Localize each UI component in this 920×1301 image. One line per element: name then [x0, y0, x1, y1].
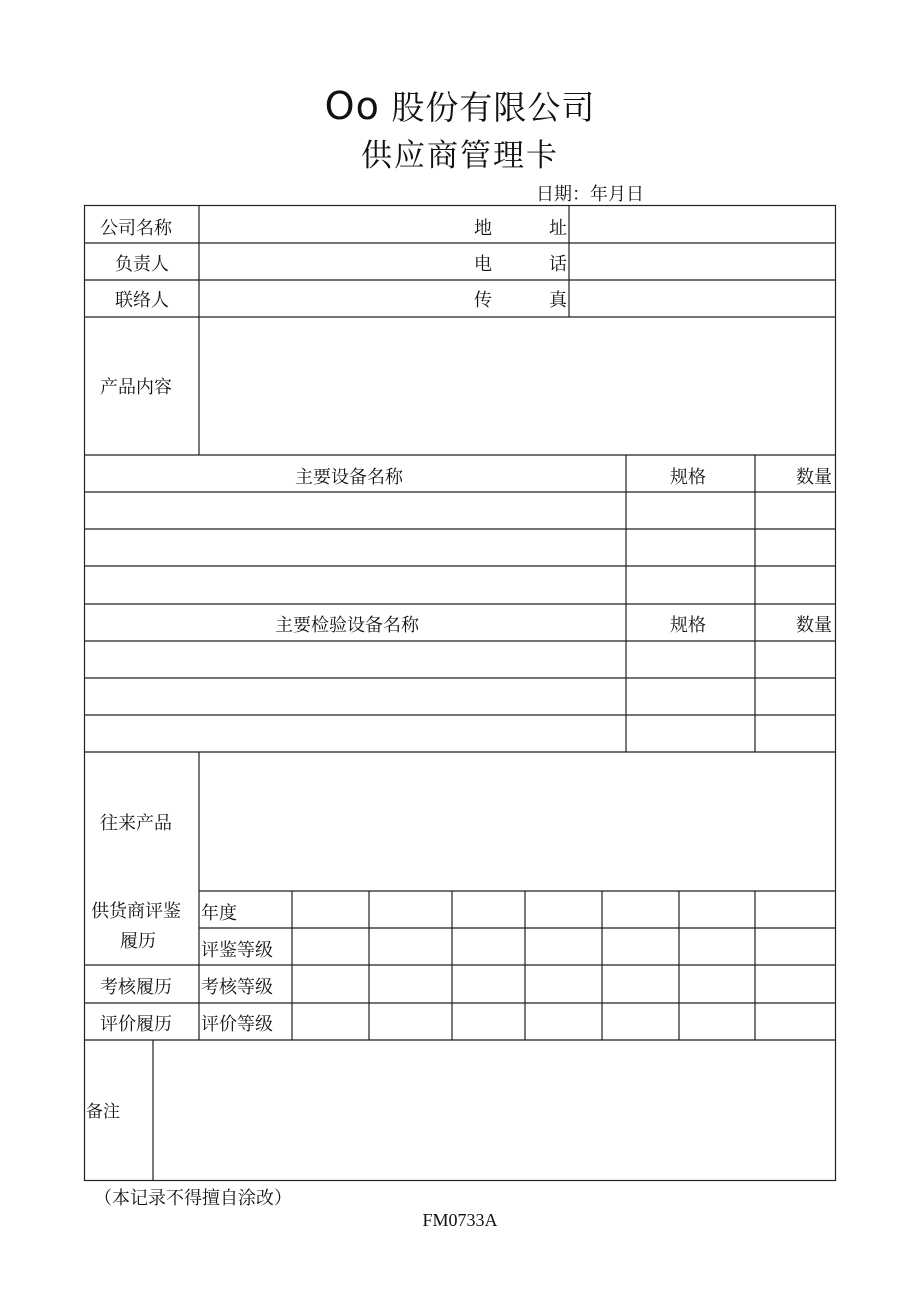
remarks-field[interactable] [156, 1043, 834, 1178]
principal-label: 负责人 [115, 254, 169, 275]
fax-label-part2: 真 [549, 290, 567, 311]
inspection-equipment-header: 主要检验设备名称 [275, 615, 419, 636]
year-label: 年度 [201, 903, 237, 924]
main-equipment-header: 主要设备名称 [295, 467, 403, 488]
company-title: Oo 股份有限公司 [324, 84, 596, 128]
contact-label: 联络人 [115, 290, 169, 311]
fax-label-part1: 传 [474, 290, 492, 311]
inspection-qty-header: 数量 [796, 615, 832, 636]
phone-label-part1: 电 [474, 254, 492, 275]
company-name-label: 公司名称 [100, 218, 172, 239]
assessment-grade-label: 考核等级 [201, 977, 273, 998]
eval-grade-label: 评鉴等级 [201, 940, 273, 961]
address-field[interactable] [572, 208, 834, 241]
rating-history-label: 评价履历 [100, 1014, 172, 1035]
past-products-label: 往来产品 [100, 813, 172, 834]
inspection-spec-header: 规格 [670, 615, 706, 636]
past-products-field[interactable] [202, 755, 834, 889]
qty-header: 数量 [796, 467, 832, 488]
spec-header: 规格 [670, 467, 706, 488]
remarks-label: 备注 [86, 1102, 120, 1122]
date-label: 日期：年月日 [536, 184, 644, 205]
form-code: FM0733A [422, 1210, 498, 1230]
form-title: 供应商管理卡 [361, 138, 559, 174]
footer-note: （本记录不得擅自涂改） [94, 1188, 292, 1209]
product-content-field[interactable] [202, 320, 834, 453]
rating-grade-label: 评价等级 [201, 1014, 273, 1035]
product-content-label: 产品内容 [100, 377, 172, 398]
assessment-history-label: 考核履历 [100, 977, 172, 998]
supplier-eval-label-line2: 履历 [120, 931, 156, 952]
principal-field[interactable] [202, 245, 567, 278]
phone-field[interactable] [572, 245, 834, 278]
address-label-part2: 址 [549, 218, 567, 239]
supplier-eval-label-line1: 供货商评鉴 [91, 901, 181, 922]
phone-label-part2: 话 [549, 254, 567, 275]
fax-field[interactable] [572, 282, 834, 315]
company-name-field[interactable] [202, 208, 567, 241]
contact-field[interactable] [202, 282, 567, 315]
address-label-part1: 地 [474, 218, 492, 239]
